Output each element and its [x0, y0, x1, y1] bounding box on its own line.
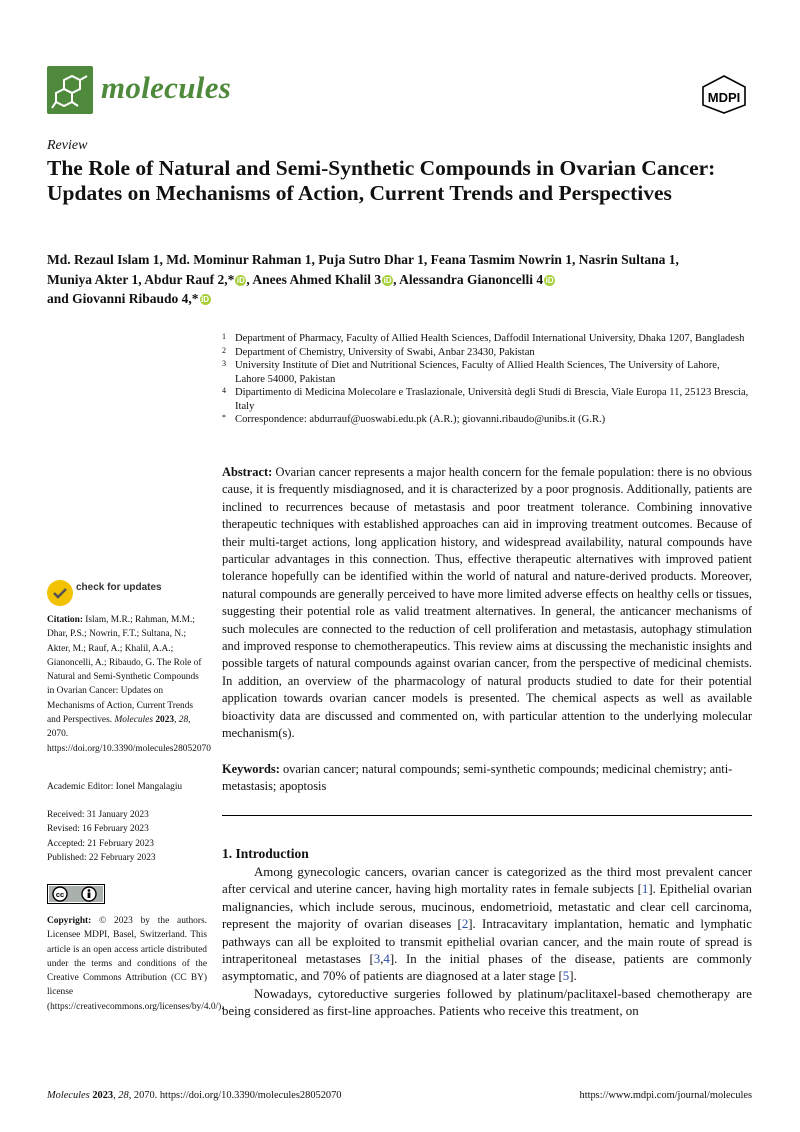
abstract-text: Ovarian cancer represents a major health concern for the female population: there is no obvious cause, it is frequently misdiagnosed, and it is characterized by a poor prognosis. Additionally, patients are inclined to recurrences because of metastasis and poor treatment tolerance. Combining innovative therapeutic techniques with established approaches can aid in improving treatment outcomes. Because of their multi-target actions, long application history, and widespread availability, natural compounds have particular advantages in this connection. Thus, effective therapeutic alternatives with improved patient tolerance hopefully can be identified within the world of natural and nature-derived products. Moreover, natural compounds are generally perceived to have more limited adverse effects on healthy cells or tissues, suggesting their potential role as valid treatment alternatives. In general, the anticancer mechanisms of such molecules are connected to the reduction of cell proliferation and metastasis, autophagy stimulation and improved response to chemotherapeutics. This review aims at discussing the mechanistic insights and possible targets of natural compounds against ovarian cancer, from the perspective of medicinal chemists. In addition, an overview of the pharmacology of natural products studied to date for their potential application towards ovarian cancer models is presented. The chemical aspects as well as available bioactivity data are discussed and commented on, with particular attention to the underlying molecular mechanism(s). — [222, 465, 752, 741]
author-list — [47, 250, 752, 309]
affiliation-item: 3 University Institute of Diet and Nutritional Sciences, Faculty of Allied Health Sciences, The University of Lahore, Lahore 54000, Pakistan — [222, 359, 720, 385]
svg-text:cc: cc — [55, 890, 65, 899]
article-title: The Role of Natural and Semi-Synthetic Compounds in Ovarian Cancer: Updates on Mechanisms of Action, Current Trends and Perspectives — [47, 156, 716, 205]
keywords-text: ovarian cancer; natural compounds; semi-synthetic compounds; medicinal chemistry; anti-metastasis; apoptosis — [222, 762, 733, 794]
journal-logo-icon — [47, 66, 93, 114]
paragraph: Among gynecologic cancers, ovarian cancer is categorized as the third most prevalent cancer after cervical and uterine cancer, having high mortality rates in female subjects [1]. Epithelial ovarian malignancies, which include serous, mucinous, endometrioid, metastatic and clear cell carcinoma, represent the majority of ovarian diseases [2]. Intracavitary implantation, hematic and lymphatic pathways can all be exploited to transmit epithelial ovarian cancer, and the main route of spread is intraperitoneal metastases [3,4]. In the initial phases of the disease, patients are commonly asymptomatic, and 70% of patients are diagnosed at a later stage [5]. — [222, 865, 753, 984]
divider — [222, 815, 752, 816]
section-heading: 1. Introduction — [222, 846, 309, 861]
affiliations — [222, 332, 752, 427]
cc-by-license-icon[interactable] — [47, 884, 105, 904]
orcid-icon[interactable]: iD — [383, 275, 392, 285]
reference-link[interactable]: 2 — [461, 917, 469, 932]
citation: Citation: Islam, M.R.; Rahman, M.M.; Dhar, P.S.; Nowrin, F.T.; Sultana, N.; Akter, M.; Rauf, A.; Khalil, A.A.; Gianoncelli, A.; Ribaudo, G. The Role of Natural and Semi-Synthetic Compounds in Ovarian Cancer: Updates on Mechanisms of Action, Current Trends and Perspectives. Molecules 2023, 28, 2070. https://doi.org/10.3390/molecules28052070 — [47, 615, 211, 754]
keywords-label: Keywords: — [222, 762, 280, 776]
authors-line-1: Md. Rezaul Islam 1, Md. Mominur Rahman 1, Puja Sutro Dhar 1, Feana Tasmim Nowrin 1, Nasrin Sultana 1, — [47, 252, 679, 267]
footer-citation: Molecules 2023, 28, 2070. https://doi.org/10.3390/molecules28052070 — [47, 1090, 342, 1101]
reference-link[interactable]: 5 — [562, 969, 570, 984]
check-for-updates-label[interactable]: check for updates — [76, 582, 162, 593]
abstract-label: Abstract: — [222, 465, 273, 479]
orcid-icon[interactable]: iD — [236, 275, 245, 285]
article-type: Review — [47, 138, 88, 153]
keywords — [222, 761, 752, 796]
copyright-notice: Copyright: © 2023 by the authors. Licensee MDPI, Basel, Switzerland. This article is an open access article distributed under the terms and conditions of the Creative Commons Attribution (CC BY) license (https://creativecommons.org/licenses/by/4.0/). — [47, 916, 224, 1012]
orcid-icon[interactable]: iD — [201, 295, 210, 304]
page-footer — [47, 1090, 752, 1101]
reference-link[interactable]: 3 — [373, 952, 381, 967]
publication-dates — [47, 808, 207, 865]
reference-link[interactable]: 4 — [383, 952, 390, 967]
svg-text:MDPI: MDPI — [707, 90, 741, 105]
mdpi-logo — [698, 74, 750, 114]
received-date: Received: 31 January 2023 — [47, 810, 149, 820]
revised-date: Revised: 16 February 2023 — [47, 824, 149, 835]
citation-label: Citation: — [47, 615, 83, 625]
academic-editor: Academic Editor: Ionel Mangalagiu — [47, 782, 183, 792]
introduction-body — [222, 864, 752, 1021]
authors-line-3: and Giovanni Ribaudo 4,* iD — [47, 291, 210, 306]
affiliation-item: 2 Department of Chemistry, University of Swabi, Anbar 23430, Pakistan — [222, 345, 535, 358]
abstract — [222, 464, 752, 743]
published-date: Published: 22 February 2023 — [47, 852, 156, 863]
orcid-icon[interactable]: iD — [545, 275, 554, 285]
accepted-date: Accepted: 21 February 2023 — [47, 838, 154, 849]
affiliation-item: 1 Department of Pharmacy, Faculty of Allied Health Sciences, Daffodil International University, Dhaka 1207, Bangladesh — [222, 332, 745, 344]
authors-line-2: Muniya Akter 1, Abdur Rauf 2,* iD , Anees Ahmed Khalil 3 iD , Alessandra Gianoncelli 4 iD — [47, 271, 554, 287]
check-for-updates-icon[interactable] — [47, 580, 73, 606]
affiliation-item: 4 Dipartimento di Medicina Molecolare e Traslazionale, Università degli Studi di Brescia, Viale Europa 11, 25123 Brescia, Italy — [222, 386, 749, 412]
journal-url[interactable]: https://www.mdpi.com/journal/molecules — [579, 1090, 752, 1101]
paragraph: Nowadays, cytoreductive surgeries followed by platinum/paclitaxel-based chemotherapy are being considered as first-line approaches. Patients who receive this treatment, on — [222, 986, 752, 1019]
correspondence: * Correspondence: abdurrauf@uoswabi.edu.pk (A.R.); giovanni.ribaudo@unibs.it (G.R.) — [222, 413, 606, 425]
copyright-label: Copyright: — [47, 916, 92, 926]
journal-name: molecules — [101, 70, 232, 105]
reference-link[interactable]: 1 — [641, 882, 649, 897]
